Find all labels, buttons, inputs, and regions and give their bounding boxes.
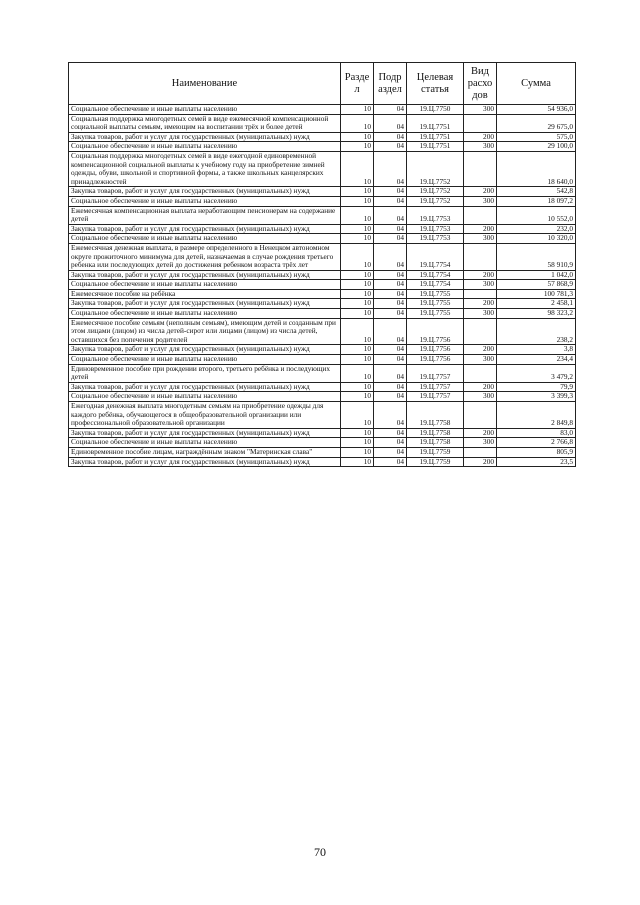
cell-podrazdel: 04 [374,151,407,186]
cell-razdel: 10 [341,428,374,438]
cell-vid [464,318,497,345]
cell-target: 19.Ц.7757 [407,392,464,402]
cell-podrazdel: 04 [374,447,407,457]
cell-sum: 79,9 [497,382,576,392]
cell-podrazdel: 04 [374,438,407,448]
cell-razdel: 10 [341,206,374,224]
cell-sum: 2 458,1 [497,299,576,309]
cell-podrazdel: 04 [374,318,407,345]
table-row [69,206,576,224]
cell-podrazdel: 04 [374,206,407,224]
header-sum: Сумма [497,63,576,105]
cell-podrazdel: 04 [374,280,407,290]
cell-razdel: 10 [341,447,374,457]
cell-target: 19.Ц.7751 [407,142,464,152]
cell-vid [464,402,497,429]
cell-razdel: 10 [341,132,374,142]
cell-razdel: 10 [341,234,374,244]
cell-vid: 300 [464,355,497,365]
cell-sum: 238,2 [497,318,576,345]
cell-name: Социальная поддержка многодетных семей в виде ежемесячной компенсационной социальной выплаты семьям, имеющим на воспитании трёх и более детей [69,114,341,132]
cell-name: Социальное обеспечение и иные выплаты населению [69,142,341,152]
cell-name: Социальное обеспечение и иные выплаты населению [69,355,341,365]
cell-podrazdel: 04 [374,196,407,206]
cell-razdel: 10 [341,196,374,206]
table-body [69,105,576,467]
cell-podrazdel: 04 [374,428,407,438]
cell-podrazdel: 04 [374,457,407,467]
cell-podrazdel: 04 [374,142,407,152]
cell-name: Закупка товаров, работ и услуг для государственных (муниципальных) нужд [69,270,341,280]
cell-name: Закупка товаров, работ и услуг для государственных (муниципальных) нужд [69,132,341,142]
cell-target: 19.Ц.7751 [407,132,464,142]
cell-sum: 83,0 [497,428,576,438]
cell-vid: 300 [464,234,497,244]
cell-target: 19.Ц.7751 [407,114,464,132]
cell-vid: 200 [464,187,497,197]
page-number: 70 [314,845,326,859]
cell-name: Единовременное пособие при рождении второго, третьего ребёнка и последующих детей [69,364,341,382]
cell-vid [464,114,497,132]
cell-razdel: 10 [341,299,374,309]
cell-razdel: 10 [341,289,374,299]
cell-podrazdel: 04 [374,243,407,270]
table-row [69,234,576,244]
cell-podrazdel: 04 [374,132,407,142]
cell-vid: 200 [464,428,497,438]
cell-vid: 300 [464,392,497,402]
cell-sum: 3 399,3 [497,392,576,402]
table-row [69,309,576,319]
cell-target: 19.Ц.7759 [407,447,464,457]
table-row [69,447,576,457]
cell-podrazdel: 04 [374,224,407,234]
cell-sum: 100 781,3 [497,289,576,299]
cell-name: Ежемесячное пособие на ребёнка [69,289,341,299]
cell-vid: 300 [464,105,497,115]
cell-podrazdel: 04 [374,382,407,392]
cell-podrazdel: 04 [374,289,407,299]
cell-sum: 29 675,0 [497,114,576,132]
cell-razdel: 10 [341,243,374,270]
cell-name: Закупка товаров, работ и услуг для государственных (муниципальных) нужд [69,428,341,438]
cell-target: 19.Ц.7758 [407,428,464,438]
cell-sum: 805,9 [497,447,576,457]
cell-razdel: 10 [341,270,374,280]
cell-razdel: 10 [341,392,374,402]
cell-vid [464,364,497,382]
header-podrazdel: Подр аздел [374,63,407,105]
cell-sum: 3,8 [497,345,576,355]
cell-target: 19.Ц.7759 [407,457,464,467]
cell-vid [464,206,497,224]
cell-razdel: 10 [341,457,374,467]
cell-sum: 234,4 [497,355,576,365]
cell-sum: 18 097,2 [497,196,576,206]
table-row [69,457,576,467]
cell-target: 19.Ц.7757 [407,382,464,392]
cell-target: 19.Ц.7753 [407,234,464,244]
cell-vid: 300 [464,438,497,448]
table-row [69,196,576,206]
cell-sum: 2 849,8 [497,402,576,429]
cell-vid: 200 [464,299,497,309]
cell-target: 19.Ц.7758 [407,402,464,429]
cell-podrazdel: 04 [374,309,407,319]
cell-target: 19.Ц.7754 [407,243,464,270]
cell-vid: 200 [464,382,497,392]
table-row [69,280,576,290]
cell-razdel: 10 [341,280,374,290]
cell-name: Социальная поддержка многодетных семей в виде ежегодной единовременной компенсационной социальной выплаты к учебному году на приобретение зимней одежды, обуви, школьной и спортивной формы, а также школьных канцелярских принадлежностей [69,151,341,186]
table-row [69,114,576,132]
cell-vid: 200 [464,457,497,467]
cell-podrazdel: 04 [374,270,407,280]
cell-target: 19.Ц.7752 [407,196,464,206]
cell-vid: 200 [464,132,497,142]
cell-vid: 300 [464,142,497,152]
cell-name: Социальное обеспечение и иные выплаты населению [69,438,341,448]
cell-name: Социальное обеспечение и иные выплаты населению [69,309,341,319]
cell-target: 19.Ц.7756 [407,355,464,365]
cell-sum: 10 552,0 [497,206,576,224]
cell-target: 19.Ц.7752 [407,151,464,186]
cell-target: 19.Ц.7754 [407,270,464,280]
cell-razdel: 10 [341,364,374,382]
cell-name: Закупка товаров, работ и услуг для государственных (муниципальных) нужд [69,345,341,355]
table-row [69,187,576,197]
cell-podrazdel: 04 [374,114,407,132]
cell-razdel: 10 [341,114,374,132]
cell-target: 19.Ц.7758 [407,438,464,448]
header-vid: Вид расхо дов [464,63,497,105]
cell-podrazdel: 04 [374,105,407,115]
table-row [69,355,576,365]
cell-vid [464,447,497,457]
cell-sum: 1 042,0 [497,270,576,280]
cell-razdel: 10 [341,382,374,392]
cell-target: 19.Ц.7755 [407,289,464,299]
table-row [69,151,576,186]
cell-name: Ежемесячная компенсационная выплата неработающим пенсионерам на содержание детей [69,206,341,224]
cell-name: Социальное обеспечение и иные выплаты населению [69,105,341,115]
cell-name: Ежегодная денежная выплата многодетным семьям на приобретение одежды для каждого ребёнка, обучающегося в общеобразовательной организации или профессиональной образовательной организации [69,402,341,429]
cell-target: 19.Ц.7754 [407,280,464,290]
cell-target: 19.Ц.7752 [407,187,464,197]
cell-podrazdel: 04 [374,364,407,382]
cell-razdel: 10 [341,318,374,345]
cell-vid: 200 [464,345,497,355]
cell-razdel: 10 [341,355,374,365]
cell-target: 19.Ц.7757 [407,364,464,382]
header-row [69,63,576,105]
header-target: Целевая статья [407,63,464,105]
header-razdel: Разде л [341,63,374,105]
cell-name: Закупка товаров, работ и услуг для государственных (муниципальных) нужд [69,457,341,467]
cell-razdel: 10 [341,142,374,152]
table-row [69,318,576,345]
cell-name: Закупка товаров, работ и услуг для государственных (муниципальных) нужд [69,224,341,234]
cell-target: 19.Ц.7753 [407,206,464,224]
cell-sum: 10 320,0 [497,234,576,244]
cell-name: Социальное обеспечение и иные выплаты населению [69,280,341,290]
cell-name: Социальное обеспечение и иные выплаты населению [69,392,341,402]
cell-vid: 300 [464,309,497,319]
cell-sum: 575,0 [497,132,576,142]
cell-vid: 200 [464,270,497,280]
cell-razdel: 10 [341,345,374,355]
cell-sum: 23,5 [497,457,576,467]
cell-podrazdel: 04 [374,234,407,244]
cell-name: Ежемесячное пособие семьям (неполным семьям), имеющим детей и созданным при этом лицами (лицом) из числа детей-сирот или лицами (лицом) из числа детей, оставшихся без попечения родителей [69,318,341,345]
cell-podrazdel: 04 [374,299,407,309]
cell-name: Закупка товаров, работ и услуг для государственных (муниципальных) нужд [69,187,341,197]
cell-vid [464,151,497,186]
cell-sum: 98 323,2 [497,309,576,319]
cell-sum: 3 479,2 [497,364,576,382]
cell-target: 19.Ц.7755 [407,309,464,319]
cell-podrazdel: 04 [374,392,407,402]
cell-target: 19.Ц.7753 [407,224,464,234]
cell-razdel: 10 [341,224,374,234]
cell-target: 19.Ц.7756 [407,345,464,355]
cell-sum: 232,0 [497,224,576,234]
cell-razdel: 10 [341,187,374,197]
cell-razdel: 10 [341,438,374,448]
cell-razdel: 10 [341,105,374,115]
cell-sum: 542,8 [497,187,576,197]
cell-vid: 300 [464,280,497,290]
table-header [69,63,576,105]
cell-sum: 58 910,9 [497,243,576,270]
cell-razdel: 10 [341,309,374,319]
cell-sum: 2 766,8 [497,438,576,448]
cell-podrazdel: 04 [374,187,407,197]
cell-name: Ежемесячная денежная выплата, в размере определенного в Ненецком автономном округе прожиточного минимума для детей, назначаемая в случае рождения третьего ребенка или последующих детей до достижения ребенком возраста трёх лет [69,243,341,270]
table-row [69,402,576,429]
table-row [69,243,576,270]
cell-podrazdel: 04 [374,355,407,365]
cell-target: 19.Ц.7755 [407,299,464,309]
cell-name: Социальное обеспечение и иные выплаты населению [69,196,341,206]
cell-vid: 200 [464,224,497,234]
table-row [69,364,576,382]
cell-name: Закупка товаров, работ и услуг для государственных (муниципальных) нужд [69,382,341,392]
header-name: Наименование [69,63,341,105]
budget-table [68,62,576,467]
cell-target: 19.Ц.7750 [407,105,464,115]
cell-sum: 57 868,9 [497,280,576,290]
cell-name: Закупка товаров, работ и услуг для государственных (муниципальных) нужд [69,299,341,309]
cell-name: Социальное обеспечение и иные выплаты населению [69,234,341,244]
cell-podrazdel: 04 [374,345,407,355]
cell-sum: 29 100,0 [497,142,576,152]
cell-razdel: 10 [341,402,374,429]
cell-sum: 18 640,0 [497,151,576,186]
cell-name: Единовременное пособие лицам, награждённым знаком "Материнская слава" [69,447,341,457]
cell-podrazdel: 04 [374,402,407,429]
table-row [69,105,576,115]
cell-razdel: 10 [341,151,374,186]
cell-vid [464,243,497,270]
cell-sum: 54 936,0 [497,105,576,115]
cell-target: 19.Ц.7756 [407,318,464,345]
cell-vid: 300 [464,196,497,206]
